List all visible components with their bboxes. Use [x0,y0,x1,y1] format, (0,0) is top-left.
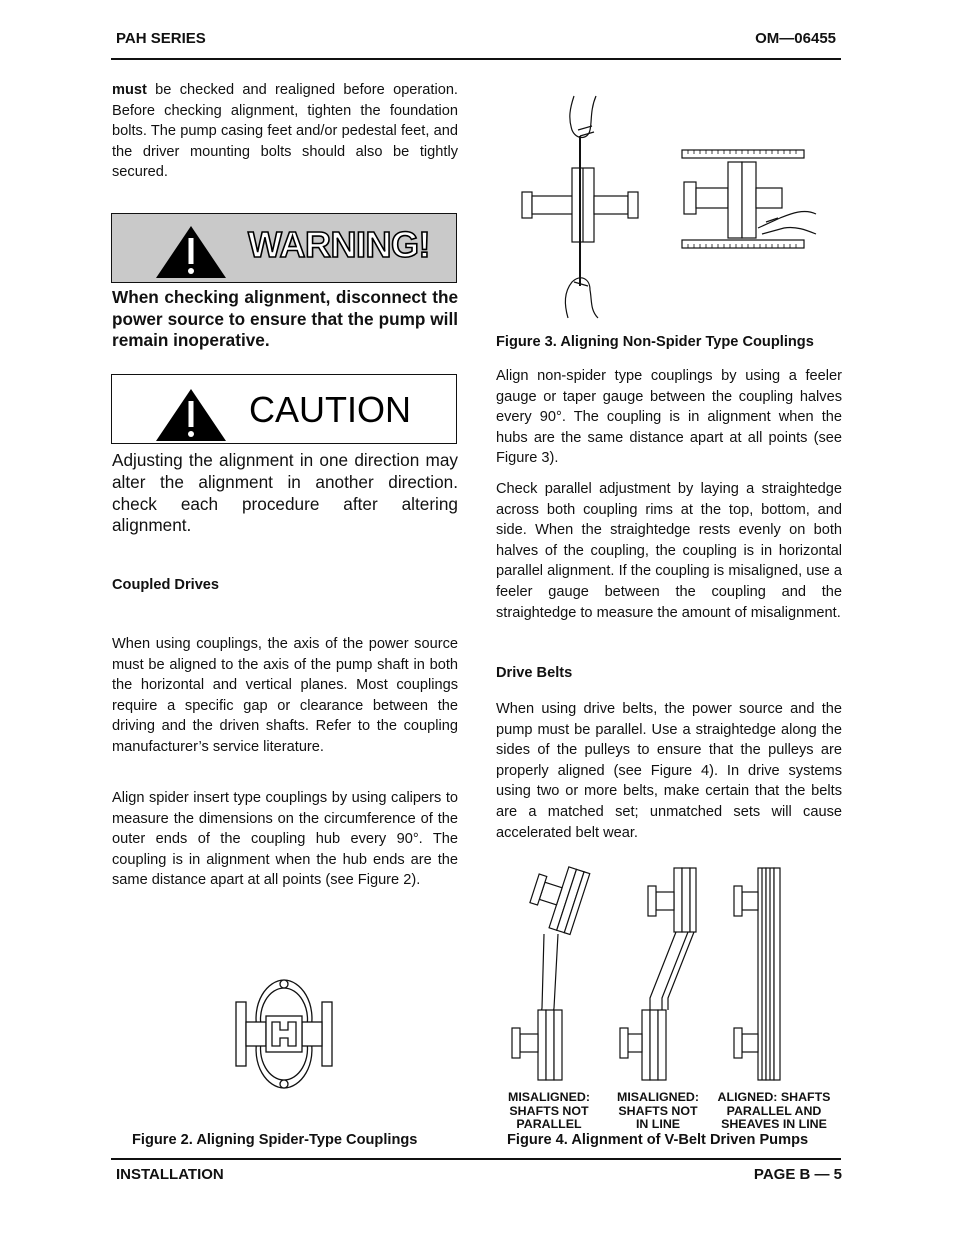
drive-belts-heading: Drive Belts [496,665,573,681]
footer-section: INSTALLATION [116,1166,224,1183]
figure4-not-parallel-drawing [508,868,594,1082]
warning-text: When checking alignment, disconnect the power source to ensure that the pump will remain inoperative. [112,287,458,350]
caution-title: CAUTION [249,389,411,430]
intro-rest: be checked and realigned before operation. Before checking alignment, tighten the foundation bolts. The pump casing feet and/or pedestal feet, and the driver mounting bolts should also be tightly secured. [112,82,458,181]
figure3-feeler-gauge-drawing [518,96,644,318]
header-rule [111,58,841,60]
warning-triangle-icon [154,224,228,280]
figure4-aligned-drawing [728,868,814,1082]
caution-box [111,374,457,444]
intro-bold: must [112,82,147,98]
figure3-straightedge-drawing [680,148,818,252]
drive-belts-paragraph: When using drive belts, the power source and the pump must be parallel. Use a straightedge along the sides of the pulleys to ensure that the pulleys are properly aligned (see Figure 4). In drive systems using two or more belts, make certain that the belts are a matched set; unmatched sets will cause accelerated belt wear. [496,701,842,841]
noncoupling-paragraph: Align non-spider type couplings by using a feeler gauge or taper gauge between the coupling halves every 90°. The coupling is in alignment when the hubs are the same distance apart at all points (see Figure 3). [496,368,842,467]
figure4-label-not-parallel: MISALIGNED: SHAFTS NOT PARALLEL [508,1090,590,1131]
header-series: PAH SERIES [116,30,206,47]
figure2-caption: Figure 2. Aligning Spider-Type Couplings [132,1132,418,1148]
coupled-paragraph-1: When using couplings, the axis of the power source must be aligned to the axis of the pump shaft in both the horizontal and vertical planes. Most couplings require a specific gap or clearance between the driving and the driven shafts. Refer to the coupling manufacturer’s service literature. [112,636,458,755]
figure4-label-not-in-line: MISALIGNED: SHAFTS NOT IN LINE [617,1090,699,1131]
coupled-drives-heading: Coupled Drives [112,577,220,593]
coupled-paragraph-2: Align spider insert type couplings by using calipers to measure the dimensions on the circumference of the outer ends of the coupling hub every 90°. The coupling is in alignment when the hub ends are the same distance apart at all points (see Figure 2). [112,790,458,889]
intro-paragraph [112,80,458,183]
figure4-label-aligned: ALIGNED: SHAFTS PARALLEL AND SHEAVES IN LINE [717,1090,831,1131]
caution-triangle-icon [154,387,228,443]
caution-text: Adjusting the alignment in one direction may alter the alignment in another direction. check each procedure after altering alignment. [112,450,458,536]
figure2-spider-coupling-drawing [228,972,340,1096]
header-doc-number: OM—06455 [755,30,836,47]
figure4-caption: Figure 4. Alignment of V-Belt Driven Pumps [507,1132,809,1148]
parallel-paragraph: Check parallel adjustment by laying a straightedge across both coupling rims at the top, bottom, and side. When the straightedge rests evenly on both halves of the coupling, the coupling is in horizontal parallel alignment. If the coupling is misaligned, use a feeler gauge between the coupling and the straightedge to measure the amount of misalignment. [496,481,842,621]
figure3-caption: Figure 3. Aligning Non-Spider Type Couplings [496,334,814,350]
warning-title: WARNING! [248,224,430,265]
warning-box [111,213,457,283]
footer-rule [111,1158,841,1160]
figure4-not-in-line-drawing [618,868,704,1082]
footer-page-number: PAGE B — 5 [753,1166,842,1183]
